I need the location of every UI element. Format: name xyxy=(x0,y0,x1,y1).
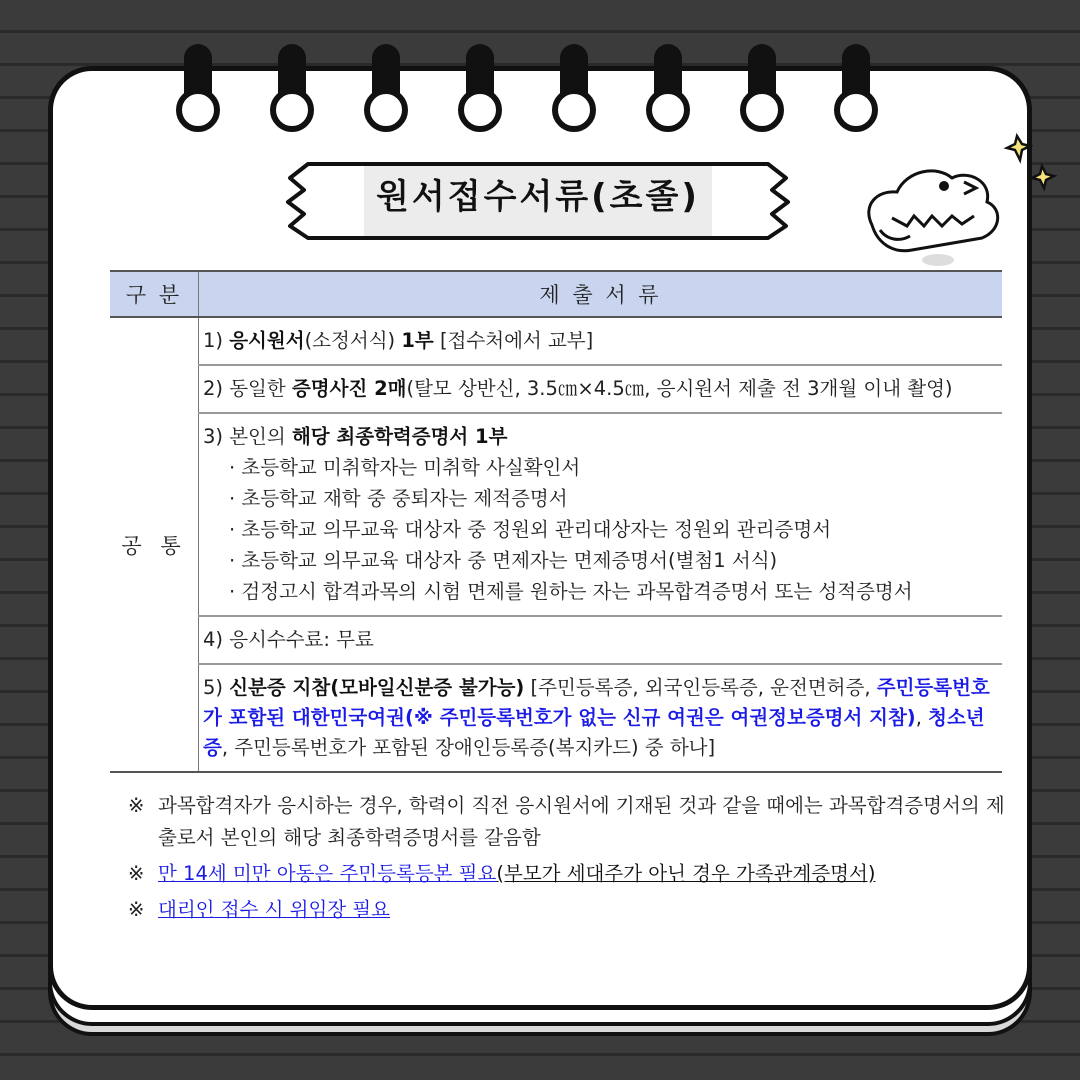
item-number: 1) xyxy=(203,329,224,352)
item-number: 5) xyxy=(203,676,224,699)
note-item xyxy=(128,858,1008,890)
spiral-ring xyxy=(830,44,886,136)
item-bold-text: 신분증 지참(모바일신분증 불가능) xyxy=(229,676,525,699)
item-bold-text: 해당 최종학력증명서 1부 xyxy=(291,425,508,448)
item-bold-text: 응시원서 xyxy=(229,329,305,352)
documents-table xyxy=(110,270,1002,773)
doc-item-application xyxy=(199,317,1003,365)
note-item xyxy=(128,790,1008,854)
doc-item-photo xyxy=(199,365,1003,413)
table-row xyxy=(110,616,1002,664)
sub-item: · 초등학교 의무교육 대상자 중 정원외 관리대상자는 정원외 관리증명서 xyxy=(229,518,832,541)
category-cell: 공 통 xyxy=(110,317,199,772)
youth-id-text: 청소년증 xyxy=(203,706,985,759)
dinosaur-mascot-icon xyxy=(852,130,1077,270)
reference-mark: ※ xyxy=(128,794,145,817)
sub-item: · 초등학교 재학 중 중퇴자는 제적증명서 xyxy=(229,487,568,510)
spiral-ring xyxy=(172,44,228,136)
spiral-ring xyxy=(548,44,604,136)
sub-item: · 초등학교 미취학자는 미취학 사실확인서 xyxy=(229,456,581,479)
doc-item-certificate xyxy=(199,413,1003,616)
item-bold-text: 증명사진 2매 xyxy=(291,377,407,400)
table-row xyxy=(110,365,1002,413)
notes-section xyxy=(128,790,1008,930)
doc-item-fee: 4) 응시수수료: 무료 xyxy=(199,616,1003,664)
sub-item: · 초등학교 의무교육 대상자 중 면제자는 면제증명서(별첨1 서식) xyxy=(229,549,778,572)
spiral-ring xyxy=(454,44,510,136)
spiral-ring xyxy=(736,44,792,136)
item-text: , xyxy=(915,706,922,729)
note-link-text: 만 14세 미만 아동은 주민등록등본 필요 xyxy=(158,862,497,885)
header-documents: 제 출 서 류 xyxy=(199,271,1003,317)
note-text: (부모가 세대주가 아닌 경우 가족관계증명서) xyxy=(496,862,876,885)
item-number: 3) 본인의 xyxy=(203,425,286,448)
doc-item-id xyxy=(199,664,1003,772)
table-row xyxy=(110,317,1002,365)
item-text: (탈모 상반신, 3.5㎝×4.5㎝, 응시원서 제출 전 3개월 이내 촬영) xyxy=(406,377,953,400)
title-banner xyxy=(278,150,798,248)
passport-text: 주민등록번호가 포함된 대한민국여권(※ 주민등록번호가 없는 신규 여권은 여권정보증명서 지참) xyxy=(203,676,990,729)
table-header-row xyxy=(110,271,1002,317)
spiral-ring xyxy=(266,44,322,136)
reference-mark: ※ xyxy=(128,862,145,885)
reference-mark: ※ xyxy=(128,898,145,921)
item-text: (소정서식) xyxy=(304,329,396,352)
item-text: [접수처에서 교부] xyxy=(439,329,594,352)
item-number: 2) 동일한 xyxy=(203,377,286,400)
item-text: , 주민등록번호가 포함된 장애인등록증(복지카드) 중 하나] xyxy=(221,736,716,759)
page-title: 원서접수서류(초졸) xyxy=(376,177,700,217)
spiral-ring xyxy=(360,44,416,136)
item-bold-text: 1부 xyxy=(401,329,434,352)
note-link-text: 대리인 접수 시 위임장 필요 xyxy=(158,898,391,921)
header-category: 구 분 xyxy=(110,271,199,317)
spiral-ring xyxy=(642,44,698,136)
table-row xyxy=(110,413,1002,616)
item-text: [주민등록증, 외국인등록증, 운전면허증, xyxy=(530,676,871,699)
note-item xyxy=(128,894,1008,926)
note-text: 과목합격자가 응시하는 경우, 학력이 직전 응시원서에 기재된 것과 같을 때에는 과목합격증명서의 제출로서 본인의 해당 최종학력증명서를 갈음함 xyxy=(158,794,1005,849)
table-row xyxy=(110,664,1002,772)
sub-item: · 검정고시 합격과목의 시험 면제를 원하는 자는 과목합격증명서 또는 성적증명서 xyxy=(229,580,913,603)
